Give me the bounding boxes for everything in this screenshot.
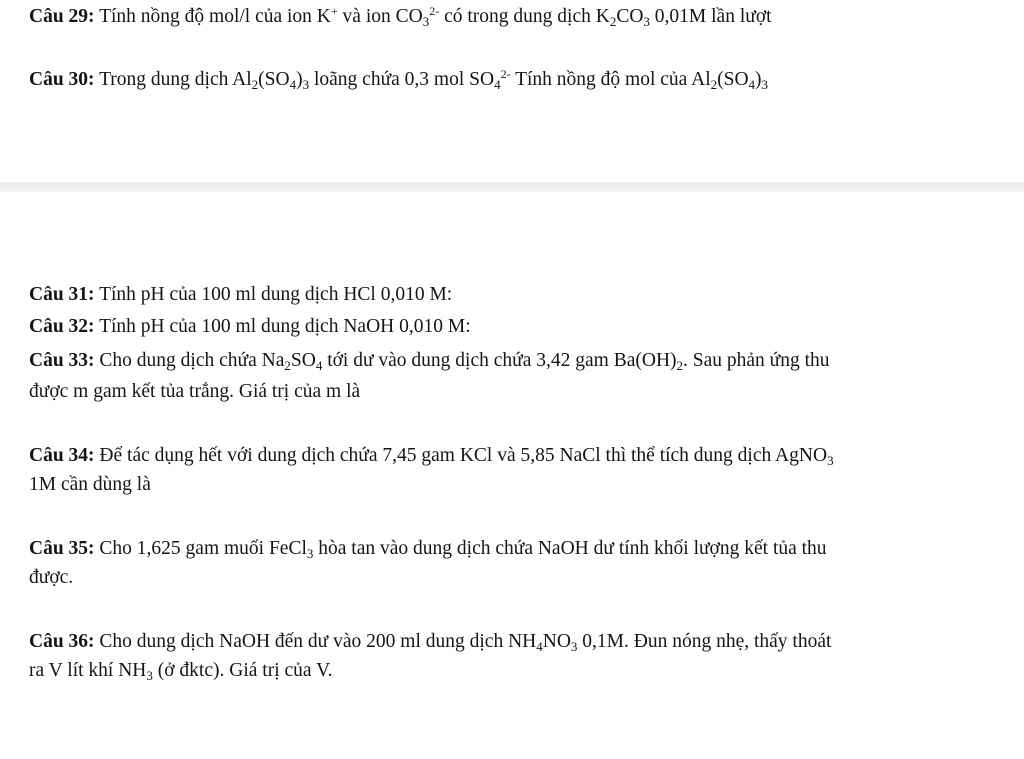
question-label: Câu 29: xyxy=(29,6,95,27)
subscript: 3 xyxy=(570,639,578,654)
question-33 xyxy=(29,347,830,374)
superscript: 2- xyxy=(429,4,440,18)
subscript: 4 xyxy=(494,77,501,92)
question-text: CO xyxy=(616,6,644,27)
question-label: Câu 36: xyxy=(29,631,95,652)
question-31 xyxy=(29,281,452,308)
question-text: (ở đktc). Giá trị của V. xyxy=(152,660,333,681)
question-text: (SO xyxy=(258,69,290,90)
question-text: có trong dung dịch K xyxy=(439,6,610,27)
question-text: được m gam kết tủa trắng. Giá trị của m là xyxy=(29,381,361,402)
question-text: hòa tan vào dung dịch chứa NaOH dư tính khối lượng kết tủa thu xyxy=(313,538,827,559)
question-text: Cho 1,625 gam muối FeCl xyxy=(99,538,307,559)
subscript: 4 xyxy=(289,77,297,92)
subscript: 4 xyxy=(315,358,323,373)
question-label: Câu 33: xyxy=(29,350,95,371)
subscript: 2 xyxy=(609,14,617,29)
subscript: 3 xyxy=(827,453,834,468)
subscript: 2 xyxy=(284,358,291,373)
question-34 xyxy=(29,442,834,469)
question-text: tới dư vào dung dịch chứa 3,42 gam Ba(OH) xyxy=(322,350,677,371)
question-label: Câu 32: xyxy=(29,316,95,337)
question-30 xyxy=(29,66,768,93)
question-text: loãng chứa 0,3 mol SO xyxy=(309,69,495,90)
question-text: Tính pH của 100 ml dung dịch NaOH 0,010 M: xyxy=(99,316,471,337)
question-label: Câu 31: xyxy=(29,284,95,305)
question-text: 0,01M lần lượt xyxy=(649,6,772,27)
question-36 xyxy=(29,628,831,655)
subscript: 4 xyxy=(536,639,543,654)
question-text: 0,1M. Đun nóng nhẹ, thấy thoát xyxy=(577,631,832,652)
question-35-line-2 xyxy=(29,564,73,591)
subscript: 2 xyxy=(676,358,684,373)
subscript: 3 xyxy=(761,77,769,92)
question-text: được. xyxy=(29,567,74,588)
subscript: 4 xyxy=(748,77,756,92)
superscript: + xyxy=(330,4,338,18)
question-text: Tính nồng độ mol của Al xyxy=(510,69,711,90)
question-text: và ion CO xyxy=(337,6,423,27)
page-divider xyxy=(0,182,1024,192)
question-text: (SO xyxy=(717,69,749,90)
question-label: Câu 35: xyxy=(29,538,95,559)
question-text: SO xyxy=(290,350,316,371)
question-text: ra V lít khí NH xyxy=(29,660,147,681)
question-text: . Sau phản ứng thu xyxy=(683,350,830,371)
question-33-line-2 xyxy=(29,378,360,405)
question-label: Câu 30: xyxy=(29,69,95,90)
question-label: Câu 34: xyxy=(29,445,95,466)
question-text: Tính nồng độ mol/l của ion K xyxy=(99,6,331,27)
question-text: Cho dung dịch chứa Na xyxy=(99,350,285,371)
question-32 xyxy=(29,313,471,340)
subscript: 3 xyxy=(422,14,430,29)
subscript: 3 xyxy=(302,77,310,92)
subscript: 2 xyxy=(710,77,718,92)
question-text: NO xyxy=(542,631,571,652)
question-text: ) xyxy=(755,69,762,90)
question-35 xyxy=(29,535,827,562)
question-34-line-2 xyxy=(29,471,151,498)
question-29 xyxy=(29,3,772,30)
subscript: 2 xyxy=(251,77,259,92)
question-text: ) xyxy=(296,69,303,90)
subscript: 3 xyxy=(146,668,153,683)
question-36-line-2 xyxy=(29,657,333,684)
question-text: Để tác dụng hết với dung dịch chứa 7,45 gam KCl và 5,85 NaCl thì thể tích dung dịch AgNO xyxy=(99,445,828,466)
question-text: Trong dung dịch Al xyxy=(99,69,252,90)
question-text: Cho dung dịch NaOH đến dư vào 200 ml dung dịch NH xyxy=(99,631,537,652)
superscript: 2- xyxy=(500,67,511,81)
question-text: 1M cần dùng là xyxy=(29,474,151,495)
subscript: 3 xyxy=(643,14,650,29)
question-text: Tính pH của 100 ml dung dịch HCl 0,010 M: xyxy=(99,284,453,305)
subscript: 3 xyxy=(306,546,314,561)
